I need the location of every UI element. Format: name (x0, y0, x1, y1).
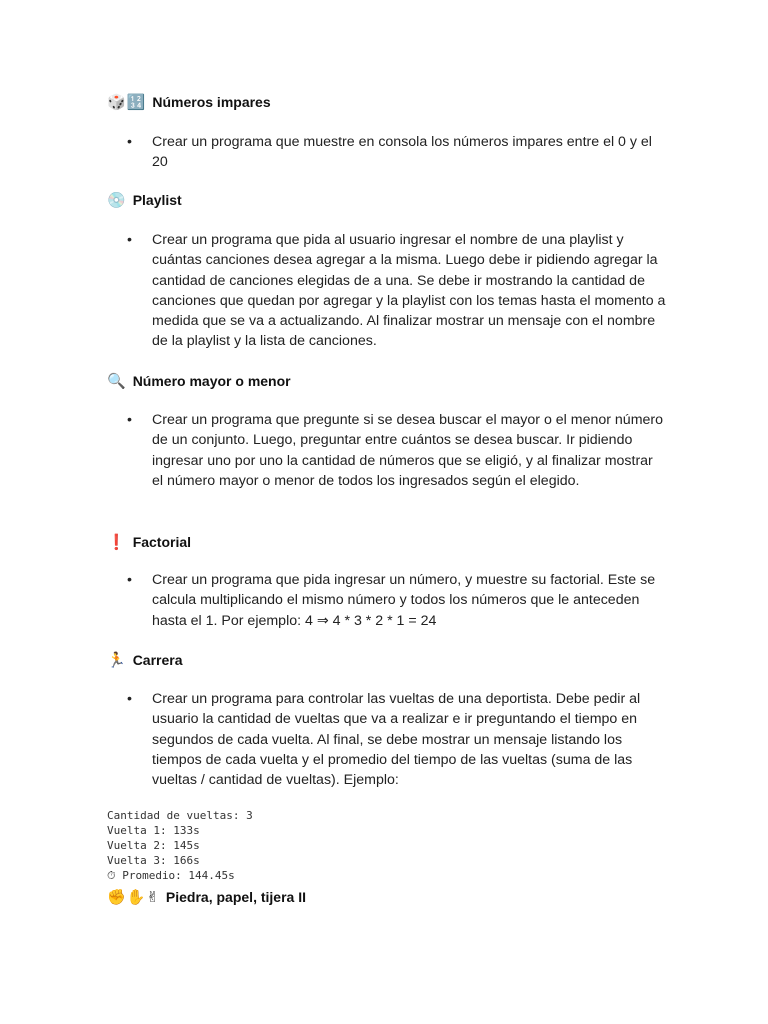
list-item-text: Crear un programa que pida ingresar un número, y muestre su factorial. Este se calcula multiplicando el mismo número y todos los números que le anteceden hasta el 1. Por ejemplo: 4 ⇒ 4 * 3 * 2 * 1 = 24 (152, 572, 656, 629)
bullet: • (127, 572, 132, 588)
section-heading-playlist (107, 191, 182, 209)
section-title: Carrera (132, 652, 183, 668)
section-title: Número mayor o menor (132, 373, 291, 389)
list-item-text: Crear un programa que muestre en consola los números impares entre el 0 y el 20 (152, 134, 652, 171)
exclamation-icon: ❗ (107, 533, 127, 551)
section-heading-carrera (107, 651, 183, 669)
bullet: • (127, 412, 132, 428)
bullet: • (127, 134, 132, 150)
list-item-text: Crear un programa para controlar las vueltas de una deportista. Debe pedir al usuario la cantidad de vueltas que va a realizar e ir preguntando el tiempo en segundos de cada vuelta. Al final, se debe mostrar un mensaje listando los tiempos de cada vuelta y el promedio del tiempo de las vueltas (suma de las vueltas / cantidad de vueltas). Ejemplo: (152, 691, 641, 789)
code-example (107, 808, 253, 883)
section-heading-numero-mayor-menor (107, 372, 291, 390)
bullet: • (127, 691, 132, 707)
code-line: Vuelta 2: 145s (107, 839, 200, 852)
code-line: Vuelta 1: 133s (107, 824, 200, 837)
list-item (127, 230, 667, 352)
section-title: Factorial (132, 534, 192, 550)
section-heading-numeros-impares (107, 93, 271, 111)
section-heading-factorial (107, 533, 191, 551)
list-item (127, 689, 667, 790)
section-title: Piedra, papel, tijera II (165, 889, 306, 905)
list-item (127, 132, 667, 173)
code-line: ⏱ Promedio: 144.45s (107, 869, 235, 882)
rock-paper-scissors-icon: ✊✋✌ (107, 888, 160, 906)
list-item (127, 570, 667, 631)
magnifier-icon: 🔍 (107, 372, 127, 390)
list-item-text: Crear un programa que pregunte si se desea buscar el mayor o el menor número de un conjunto. Luego, preguntar entre cuántos se desea buscar. Ir pidiendo ingresar uno por uno la cantidad de números que se eligió, y al finalizar mostrar el número mayor o menor de todos los ingresados según el elegido. (152, 412, 664, 489)
list-item-text: Crear un programa que pida al usuario ingresar el nombre de una playlist y cuántas canciones desea agregar a la misma. Luego debe ir pidiendo agregar la cantidad de canciones elegidas de a una. Se debe ir mostrando la cantidad de canciones que quedan por agregar y la playlist con los temas hasta el momento a medida que se va a actualizando. Al finalizar mostrar un mensaje con el nombre de la playlist y la lista de canciones. (152, 232, 666, 350)
list-item (127, 410, 667, 491)
section-heading-piedra-papel-tijera (107, 888, 306, 906)
disc-icon: 💿 (107, 191, 127, 209)
dice-numbers-icon: 🎲🔢 (107, 93, 147, 111)
code-line: Vuelta 3: 166s (107, 854, 200, 867)
code-line: Cantidad de vueltas: 3 (107, 809, 253, 822)
bullet: • (127, 232, 132, 248)
runner-icon: 🏃 (107, 651, 127, 669)
section-title: Playlist (132, 192, 182, 208)
section-title: Números impares (152, 94, 271, 110)
